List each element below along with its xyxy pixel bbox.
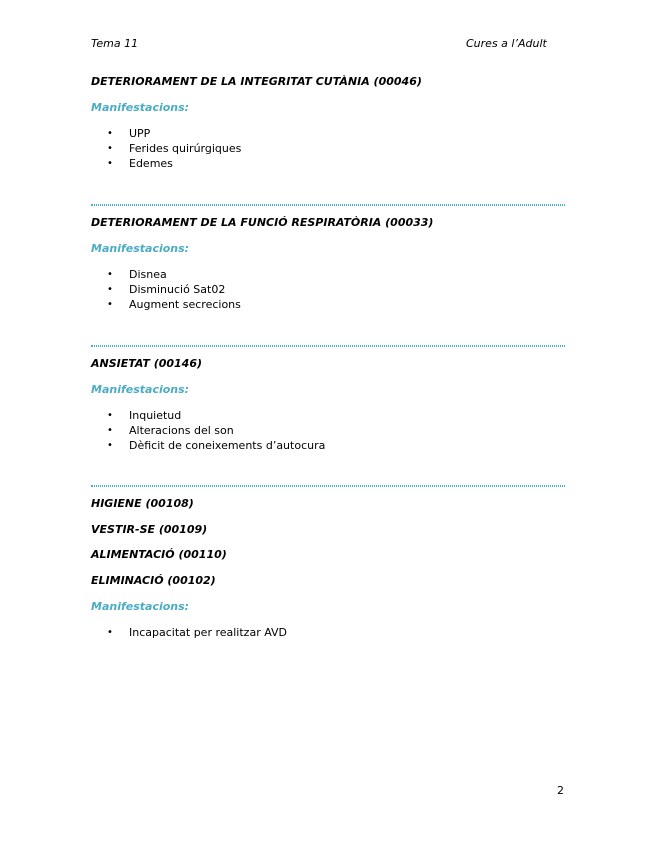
section-heading: ELIMINACIÓ (00102) [91, 574, 216, 587]
manifestations-list [107, 267, 241, 312]
list-item [107, 267, 241, 282]
list-item [107, 141, 241, 156]
manifestations-label: Manifestacions: [91, 600, 190, 613]
list-item-text: Alteracions del son [129, 424, 234, 437]
manifestations-label: Manifestacions: [91, 383, 190, 396]
section-heading: HIGIENE (00108) [91, 497, 194, 510]
section-separator [91, 485, 565, 487]
list-item-text: Disnea [129, 268, 167, 281]
list-item [107, 126, 241, 141]
bullet-icon: • [107, 299, 113, 310]
list-item [107, 625, 287, 640]
section-separator [91, 204, 565, 206]
list-item [107, 156, 241, 171]
list-item [107, 297, 241, 312]
bullet-icon: • [107, 284, 113, 295]
manifestations-list [107, 126, 241, 171]
list-item-text: Augment secrecions [129, 298, 241, 311]
list-item-text: Disminució Sat02 [129, 283, 226, 296]
bullet-icon: • [107, 143, 113, 154]
bullet-icon: • [107, 128, 113, 139]
bullet-icon: • [107, 269, 113, 280]
bullet-icon: • [107, 410, 113, 421]
list-item-text: UPP [129, 127, 151, 140]
list-item-text: Inquietud [129, 409, 182, 422]
section-heading: ALIMENTACIÓ (00110) [91, 548, 227, 561]
list-item-text: Ferides quirúrgiques [129, 142, 242, 155]
list-item [107, 438, 325, 453]
section-separator [91, 345, 565, 347]
manifestations-label: Manifestacions: [91, 101, 190, 114]
section-heading: DETERIORAMENT DE LA FUNCIÓ RESPIRATÒRIA (00033) [91, 216, 434, 229]
page-number: 2 [557, 784, 564, 797]
manifestations-list [107, 625, 287, 640]
bullet-icon: • [107, 627, 113, 638]
list-item-text: Incapacitat per realitzar AVD [129, 626, 288, 639]
header-course: Cures a l’Adult [466, 37, 547, 50]
bullet-icon: • [107, 425, 113, 436]
bullet-icon: • [107, 158, 113, 169]
list-item-text: Edemes [129, 157, 173, 170]
list-item [107, 423, 325, 438]
section-heading: ANSIETAT (00146) [91, 357, 203, 370]
bullet-icon: • [107, 440, 113, 451]
manifestations-label: Manifestacions: [91, 242, 190, 255]
list-item [107, 408, 325, 423]
header-topic: Tema 11 [91, 37, 139, 50]
manifestations-list [107, 408, 325, 453]
list-item-text: Dèficit de coneixements d’autocura [129, 439, 326, 452]
list-item [107, 282, 241, 297]
section-heading: DETERIORAMENT DE LA INTEGRITAT CUTÀNIA (00046) [91, 75, 422, 88]
section-heading: VESTIR-SE (00109) [91, 523, 208, 536]
